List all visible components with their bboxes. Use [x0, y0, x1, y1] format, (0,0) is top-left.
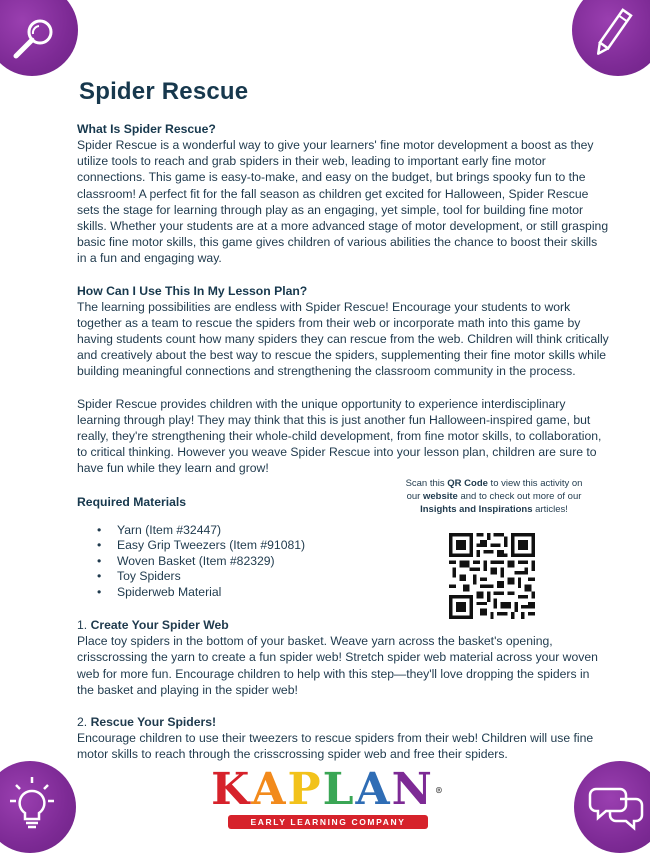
logo-letter-p: P	[287, 764, 323, 815]
steps-section	[77, 617, 609, 763]
what-paragraph: Spider Rescue is a wonderful way to give your learners' fine motor development a boost as they utilize tools to reach and grab spiders in their web, leading to important early fine motor connections. This game is easy-to-make, and easy on the budget, but brings spooky fun to the classroom! A perfect fit for the fall season as children get excited for Halloween, Spider Rescue sets the stage for learning through play as an engaging, yet simple, tool for building fine motor skills. Whether your students are at a more advanced stage of motor development, or still grasping basic fine motor skills, this game gives children of various abilities the chance to boost their skills in a fun and engaging way.	[77, 138, 609, 266]
what-heading: What Is Spider Rescue?	[77, 122, 216, 136]
logo-letter-k: K	[211, 764, 252, 815]
lightbulb-icon	[0, 761, 76, 853]
logo-letter-a: A	[355, 764, 392, 815]
logo-letter-l: L	[322, 764, 356, 815]
qr-caption: Scan this QR Code to view this activity on our website and to check out more of our Insights and Inspirations articles!	[405, 478, 583, 515]
kaplan-logo	[211, 764, 445, 829]
materials-list	[97, 523, 305, 600]
speech-bubbles-icon	[574, 761, 650, 853]
speech-bubbles-corner-badge	[574, 761, 650, 853]
lightbulb-corner-badge	[0, 761, 76, 853]
magnifying-glass-icon	[0, 0, 78, 76]
magnifier-corner-badge	[0, 0, 78, 76]
material-item: • Yarn (Item #32447)	[97, 523, 305, 538]
logo-tagline: EARLY LEARNING COMPANY	[228, 815, 428, 829]
website-link[interactable]: website	[422, 491, 458, 502]
material-item: • Easy Grip Tweezers (Item #91081)	[97, 538, 305, 553]
step-1-text: Place toy spiders in the bottom of your basket. Weave yarn across the basket's opening, crisscrossing the yarn to create a fun spider web! Stretch spider web material across your woven web for more fun. Encourage children to help with this step—they'll love dropping the spiders in the basket and playing in the spider web!	[77, 634, 598, 697]
step-2-heading: 2. Rescue Your Spiders!	[77, 715, 217, 730]
how-paragraph-1: The learning possibilities are endless with Spider Rescue! Encourage your students to work together as a team to rescue the spiders from their web or incorporate math into this game by having students count how many spiders they can rescue from the web. Children will think critically and creatively about the best way to rescue the spiders, supplementing their fine motor skills while building meaningful connections and strengthening the classroom community in the process.	[77, 299, 609, 379]
how-paragraph-2: Spider Rescue provides children with the unique opportunity to experience interdisciplinary learning through play! They may think that this is just another fun Halloween-inspired game, but really, they're strengthening their whole-child development, from fine motor skills, to collaboration, to critical thinking. However you weave Spider Rescue into your lesson plan, children are sure to have fun while they learn and grow!	[77, 396, 602, 476]
qr-code[interactable]	[449, 533, 535, 619]
material-item: • Spiderweb Material	[97, 585, 305, 600]
pencil-icon	[572, 0, 650, 76]
material-item: • Woven Basket (Item #82329)	[97, 554, 305, 569]
registered-mark: ®	[434, 785, 445, 795]
logo-letter-n: N	[391, 764, 434, 815]
material-item: • Toy Spiders	[97, 569, 305, 584]
step-2-text: Encourage children to use their tweezers to rescue spiders from their web! Children will use fine motor skills to reach through the crisscrossing spider web and free their spiders.	[77, 731, 594, 762]
how-heading: How Can I Use This In My Lesson Plan?	[77, 283, 308, 298]
pencil-corner-badge	[572, 0, 650, 76]
intro-content	[77, 121, 609, 477]
step-1-heading: 1. Create Your Spider Web	[77, 618, 229, 632]
materials-heading: Required Materials	[77, 495, 187, 509]
qr-code-link-text: QR Code	[447, 478, 488, 489]
insights-link[interactable]: Insights and Inspirations	[420, 504, 533, 515]
page-title: Spider Rescue	[79, 78, 249, 105]
logo-letter-a: A	[251, 764, 288, 815]
kaplan-wordmark	[211, 764, 445, 815]
